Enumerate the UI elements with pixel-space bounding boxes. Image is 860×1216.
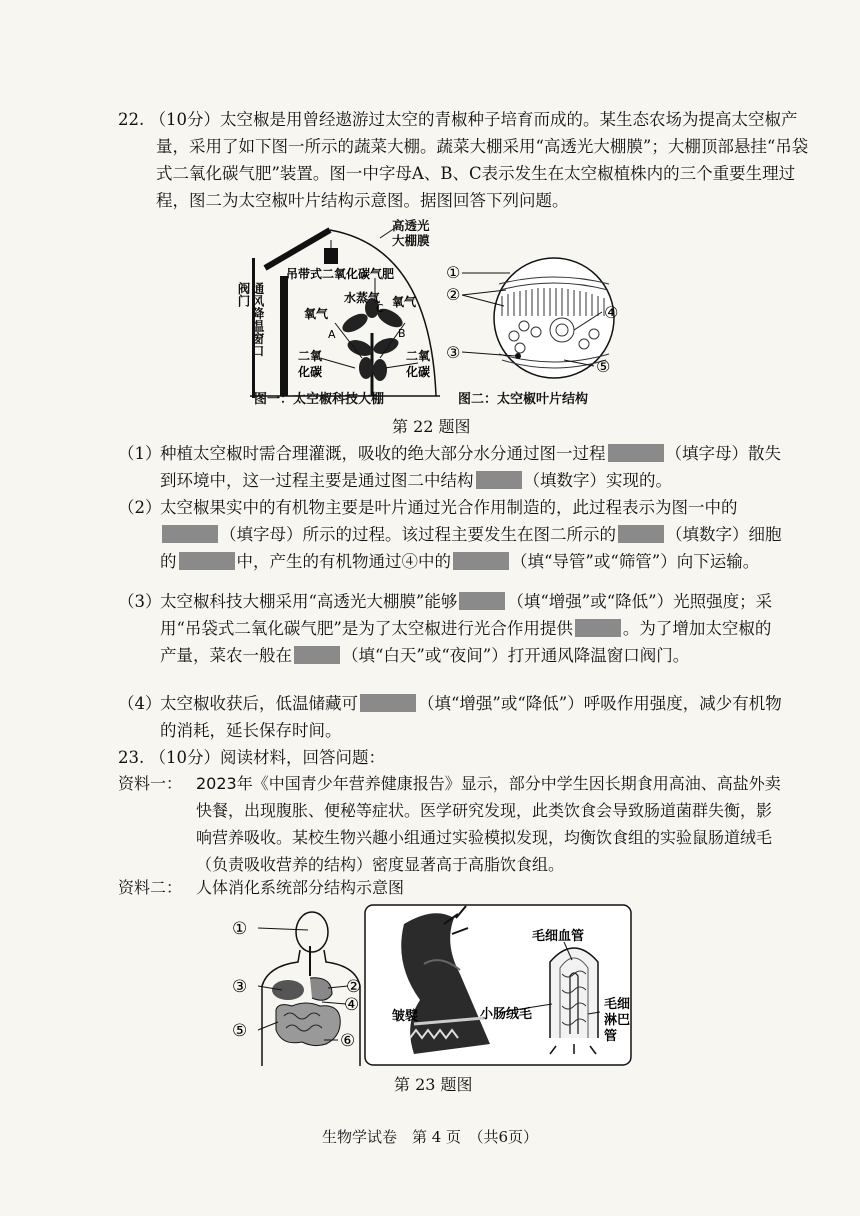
q22-sub1: （1） 种植太空椒时需合理灌溉，吸收的绝大部分水分通过图一过程 （填字母）散失到环境中，这一过程主要是通过图二中结构 （填数字）实现的。 — [118, 444, 781, 490]
q23-score: （10分） — [149, 748, 220, 767]
fig2-label-4: ④ — [604, 303, 619, 322]
fig1-oxygen-left: 氧气 — [304, 307, 329, 321]
q23-figure-title: 第 23 题图 — [394, 1075, 473, 1094]
fig1-vapor-label: 水蒸气 — [344, 291, 381, 305]
fig23-fold-label: 皱襞 — [392, 1009, 419, 1024]
fig1-co2-left-2: 化碳 — [298, 365, 323, 379]
fig1-label-b: B — [398, 327, 406, 340]
fig23-lymph-label-2: 淋巴 — [604, 1013, 631, 1028]
fig23-label-6: ⑥ — [340, 1031, 356, 1051]
q22-number: 22. — [118, 110, 145, 129]
answer-blank[interactable] — [294, 646, 340, 664]
q23-number: 23. — [118, 748, 145, 767]
answer-blank[interactable] — [476, 471, 522, 489]
fig23-label-5: ⑤ — [232, 1021, 248, 1041]
fig1-label-a: A — [328, 328, 336, 341]
q22-sub3: （3） 太空椒科技大棚采用“高透光大棚膜”能够 （填“增强”或“降低”）光照强度；采用“吊袋式二氧化碳气肥”是为了太空椒进行光合作用提供 。为了增加太空椒的产量，菜农一般在 （填“白天”或“夜间”）打开通风降温窗口阀门。 — [118, 592, 773, 665]
fig2-label-3: ③ — [446, 343, 461, 362]
q23-material-1: 资料一： 2023年《中国青少年营养健康报告》显示，部分中学生因长期食用高油、高盐外卖快餐，出现腹胀、便秘等症状。医学研究发现，此类饮食会导致肠道菌群失衡，影响营养吸收。某校生物兴趣小组通过实验模拟发现，均衡饮食组的实验鼠肠道绒毛（负责吸收营养的结构）密度显著高于高脂饮食组。 — [118, 774, 781, 874]
figure-intestine-detail — [364, 904, 634, 1068]
answer-blank[interactable] — [608, 444, 664, 462]
answer-blank[interactable] — [179, 552, 235, 570]
fig1-bag-label: 吊带式二氧化碳气肥 — [286, 267, 395, 281]
fig23-lymph-label-1: 毛细 — [604, 997, 631, 1012]
fig1-label-c: C — [376, 302, 384, 315]
fig1-caption: 图一：太空椒科技大棚 — [254, 392, 385, 407]
answer-blank[interactable] — [459, 592, 505, 610]
fig2-label-5: ⑤ — [596, 357, 611, 376]
fig1-co2-right-2: 化碳 — [406, 365, 431, 379]
figure-leaf-structure — [444, 252, 624, 387]
answer-blank[interactable] — [360, 694, 416, 712]
fig1-co2-left-1: 二氧 — [298, 349, 323, 363]
fig23-label-3: ③ — [232, 977, 248, 997]
page-footer: 生物学试卷 第 4 页 （共6页） — [321, 1128, 539, 1146]
fig23-capillary-label: 毛细血管 — [532, 929, 585, 944]
q22-stem — [118, 106, 816, 214]
fig23-label-4: ④ — [344, 995, 360, 1015]
fig2-caption: 图二：太空椒叶片结构 — [458, 392, 589, 407]
fig23-villus-label: 小肠绒毛 — [480, 1007, 533, 1022]
fig1-window-label: 通风降温窗口阀门 — [236, 282, 265, 357]
q22-sub4: （4） 太空椒收获后，低温储藏可 （填“增强”或“降低”）呼吸作用强度，减少有机物的消耗，延长保存时间。 — [118, 694, 782, 740]
fig2-label-2: ② — [446, 285, 461, 304]
fig1-co2-right-1: 二氧 — [406, 349, 431, 363]
q22-sub2: （2） 太空椒果实中的有机物主要是叶片通过光合作用制造的，此过程表示为图一中的（填字母）所示的过程。该过程主要发生在图二所示的 （填数字）细胞的 中，产生的有机物通过④中的 （填“导管”或“筛管”）向下运输。 — [118, 498, 782, 571]
q23-stem — [118, 744, 816, 771]
fig2-label-1: ① — [446, 263, 461, 282]
fig1-film-label: 高透光 大棚膜 — [392, 218, 430, 248]
answer-blank[interactable] — [575, 619, 621, 637]
figure-digestive-system — [228, 906, 368, 1066]
fig23-label-1: ① — [232, 919, 248, 939]
q22-score: （10分） — [149, 110, 220, 129]
fig23-label-2: ② — [346, 977, 362, 997]
q22-figure-title: 第 22 题图 — [392, 417, 471, 436]
answer-blank[interactable] — [453, 552, 509, 570]
q23-stem-text: 阅读材料，回答问题： — [220, 748, 385, 767]
answer-blank[interactable] — [162, 525, 218, 543]
fig23-lymph-label-3: 管 — [604, 1029, 618, 1044]
fig1-oxygen-right: 氧气 — [392, 295, 417, 309]
q22-stem-text: 太空椒是用曾经遨游过太空的青椒种子培育而成的。某生态农场为提高太空椒产量，采用了如下图一所示的蔬菜大棚。蔬菜大棚采用“高透光大棚膜”；大棚顶部悬挂“吊袋式二氧化碳气肥”装置。图一中字母A、B、C表示发生在太空椒植株内的三个重要生理过程，图二为太空椒叶片结构示意图。据图回答下列问题。 — [156, 110, 809, 210]
q23-material-2: 资料二： 人体消化系统部分结构示意图 — [118, 878, 405, 897]
answer-blank[interactable] — [618, 525, 664, 543]
